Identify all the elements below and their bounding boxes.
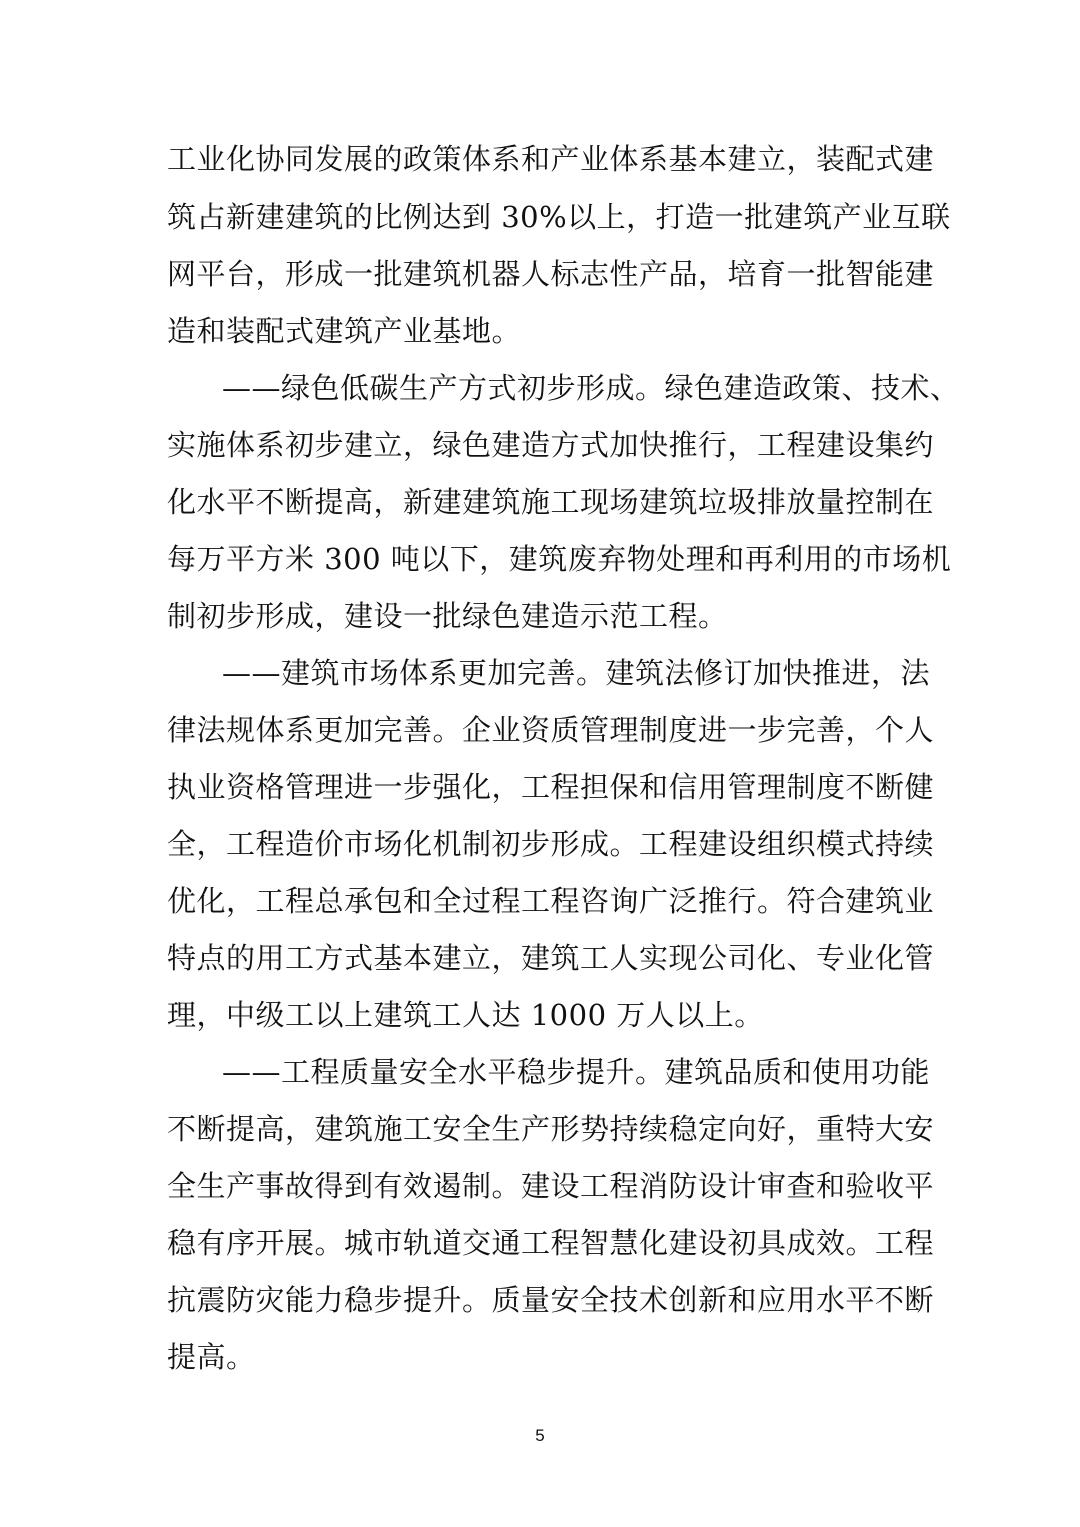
page-number: 5 [535,1426,545,1445]
body-text-line: 造和装配式建筑产业基地。 [167,314,522,348]
body-text-line: 筑占新建建筑的比例达到 30%以上，打造一批建筑产业互联 [167,200,951,234]
body-text-line: 全生产事故得到有效遏制。建设工程消防设计审查和验收平 [167,1169,935,1203]
body-text-line: 律法规体系更加完善。企业资质管理制度进一步完善，个人 [167,713,935,747]
body-text-line: 抗震防灾能力稳步提升。质量安全技术创新和应用水平不断 [167,1283,935,1317]
body-text-line: 稳有序开展。城市轨道交通工程智慧化建设初具成效。工程 [167,1226,935,1260]
section-heading-line: ——工程质量安全水平稳步提升。建筑品质和使用功能 [222,1055,931,1089]
body-text-line: 网平台，形成一批建筑机器人标志性产品，培育一批智能建 [167,257,935,291]
body-text-line: 理，中级工以上建筑工人达 1000 万人以上。 [167,998,764,1032]
body-text-line: 提高。 [167,1340,256,1374]
section-heading-line: ——建筑市场体系更加完善。建筑法修订加快推进，法 [222,656,931,690]
body-text-line: 优化，工程总承包和全过程工程咨询广泛推行。符合建筑业 [167,884,935,918]
body-text-line: 制初步形成，建设一批绿色建造示范工程。 [167,599,728,633]
body-text-line: 特点的用工方式基本建立，建筑工人实现公司化、专业化管 [167,941,935,975]
body-text-line: 工业化协同发展的政策体系和产业体系基本建立，装配式建 [167,142,935,176]
body-text-line: 执业资格管理进一步强化，工程担保和信用管理制度不断健 [167,770,935,804]
body-text-line: 全，工程造价市场化机制初步形成。工程建设组织模式持续 [167,827,935,861]
body-text-line: 不断提高，建筑施工安全生产形势持续稳定向好，重特大安 [167,1112,935,1146]
body-text-line: 化水平不断提高，新建建筑施工现场建筑垃圾排放量控制在 [167,485,935,519]
section-heading-line: ——绿色低碳生产方式初步形成。绿色建造政策、技术、 [222,371,960,405]
body-text-line: 每万平方米 300 吨以下，建筑废弃物处理和再利用的市场机 [167,542,952,576]
body-text-line: 实施体系初步建立，绿色建造方式加快推行，工程建设集约 [167,428,935,462]
